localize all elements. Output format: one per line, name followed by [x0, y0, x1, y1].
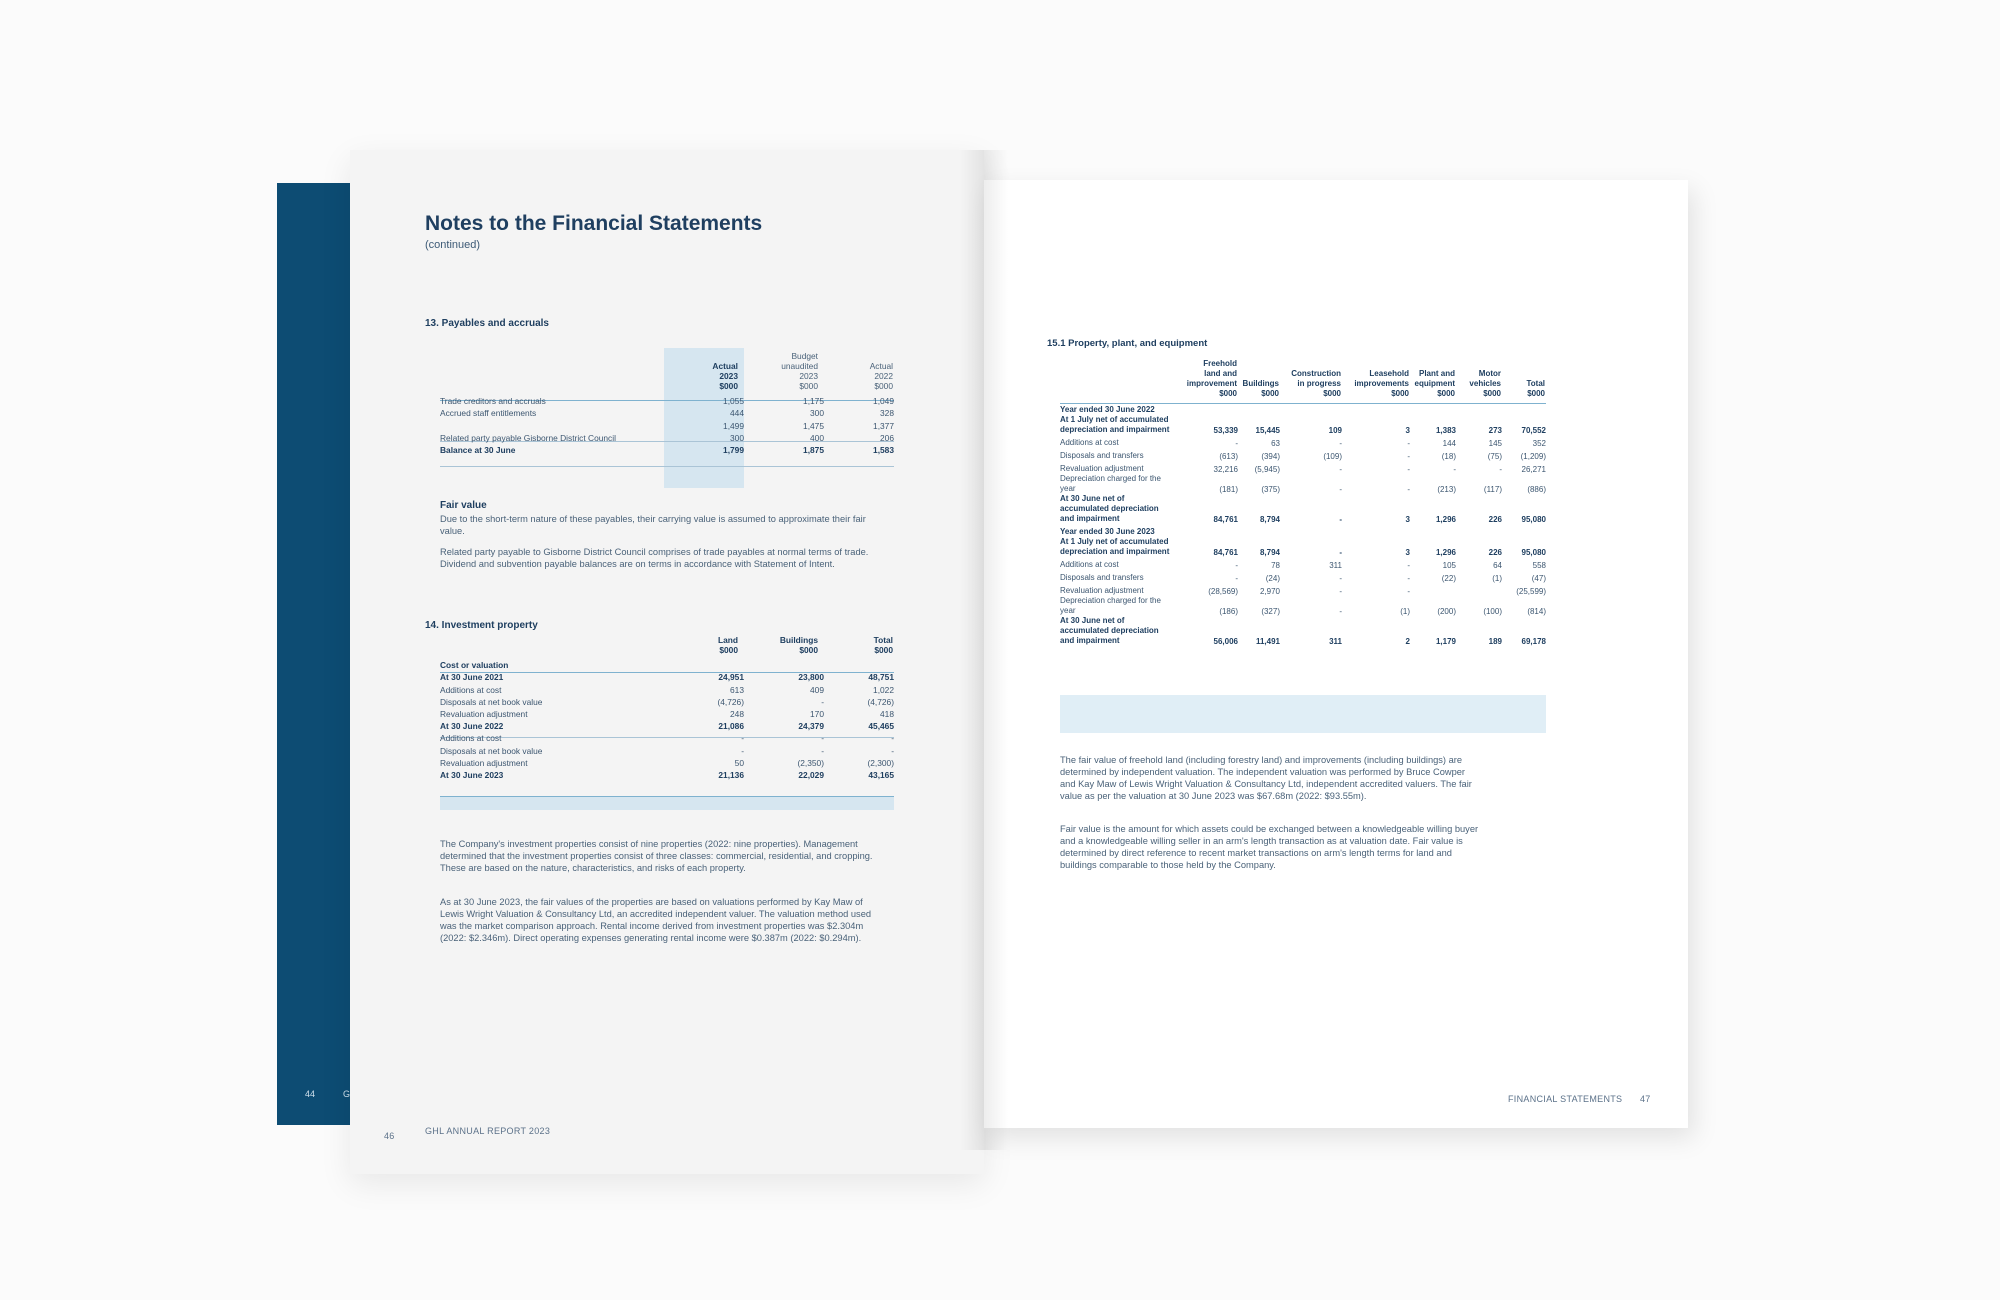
ppe-row-value: - — [1235, 561, 1238, 570]
ppe-row-value — [1410, 524, 1456, 537]
ppe-row-value: 69,178 — [1521, 637, 1546, 646]
payables-row-label — [440, 418, 664, 430]
ppe-row-value: - — [1235, 439, 1238, 448]
ppe-row-value — [1410, 583, 1456, 596]
ppe-row-value: (1) — [1492, 574, 1502, 583]
investment-row-label: Disposals at net book value — [440, 696, 543, 707]
payables-col-header: Actual 2023 $000 — [712, 361, 738, 391]
ppe-row-value: 109 — [1328, 426, 1342, 435]
investment-row-value: 24,951 — [718, 672, 744, 683]
investment-row-label: Disposals at net book value — [440, 745, 543, 756]
payables-heading: 13. Payables and accruals — [425, 318, 549, 329]
investment-row-value: 43,165 — [868, 769, 894, 780]
ppe-row — [1060, 461, 1546, 474]
investment-row-value: - — [821, 733, 824, 744]
investment-row-value: 170 — [810, 708, 824, 719]
payables-row-value: 1,799 — [723, 444, 744, 455]
payables-row — [440, 406, 894, 418]
ppe-row-value: (200) — [1437, 607, 1456, 616]
ppe-row-value: 70,552 — [1521, 426, 1546, 435]
ppe-row-value — [1502, 524, 1546, 537]
investment-row-label: At 30 June 2021 — [440, 672, 504, 683]
ppe-row — [1060, 402, 1546, 415]
ppe-row-value: 2 — [1405, 637, 1410, 646]
ppe-row — [1060, 557, 1546, 570]
ppe-row-value: - — [1339, 574, 1342, 583]
ppe-col-header: Freehold land and improvement $000 — [1186, 359, 1237, 398]
ppe-row-value: 1,383 — [1435, 426, 1456, 435]
ppe-row-value: 352 — [1532, 439, 1546, 448]
ppe-row-value: - — [1407, 465, 1410, 474]
ppe-row-value: 95,080 — [1521, 548, 1546, 557]
ppe-row-label: Revaluation adjustment — [1060, 464, 1144, 473]
page-title: Notes to the Financial Statements — [425, 212, 763, 235]
ppe-row-label: Additions at cost — [1060, 438, 1119, 447]
ppe-row-value: 64 — [1493, 561, 1502, 570]
investment-row-value: 21,086 — [718, 721, 744, 732]
investment-row-label: Revaluation adjustment — [440, 757, 528, 768]
ppe-row-value: (5,945) — [1254, 465, 1280, 474]
ppe-row-value: (394) — [1261, 452, 1280, 461]
right-page — [984, 180, 1688, 1128]
ppe-row-value: (47) — [1531, 574, 1546, 583]
investment-row-value: - — [891, 745, 894, 756]
investment-row-value: - — [891, 733, 894, 744]
ppe-table — [1060, 358, 1546, 646]
ppe-row-value — [1280, 402, 1342, 415]
back-page-cover — [277, 183, 351, 1125]
investment-row — [440, 670, 894, 682]
investment-row-label: Revaluation adjustment — [440, 708, 528, 719]
investment-heading: 14. Investment property — [425, 620, 538, 631]
ppe-row-value: 56,006 — [1213, 637, 1238, 646]
investment-row-value: 409 — [810, 684, 824, 695]
ppe-row-value: 311 — [1329, 637, 1342, 646]
investment-row-value: 1,022 — [873, 684, 894, 695]
investment-row-value: 50 — [734, 757, 744, 768]
ppe-row — [1060, 570, 1546, 583]
ppe-row-value: (28,569) — [1208, 587, 1238, 596]
investment-row-label: Additions at cost — [440, 733, 502, 744]
ppe-row-value: - — [1407, 561, 1410, 570]
book-spine-shadow — [960, 150, 1008, 1150]
investment-row-value: - — [741, 733, 744, 744]
ppe-row-value — [1410, 402, 1456, 415]
ppe-row-value: (117) — [1483, 485, 1502, 494]
ppe-col-header: Leasehold improvements $000 — [1354, 369, 1409, 398]
investment-paragraph-1: The Company's investment properties consist of nine properties (2022: nine properties). Management determined that the investment properties consist of three classes: commercial, residential, and cropping. These are based on the nature, characteristics, and risks of each property. — [440, 839, 873, 873]
ppe-row-value: - — [1235, 574, 1238, 583]
ppe-row-value: (181) — [1219, 485, 1238, 494]
ppe-col-header: Plant and equipment $000 — [1414, 369, 1455, 398]
ppe-row-value: - — [1339, 439, 1342, 448]
payables-row-label: Balance at 30 June — [440, 444, 516, 455]
ppe-row-label: Depreciation charged for the year — [1060, 474, 1161, 493]
ppe-row-value — [1502, 402, 1546, 415]
investment-row-value: - — [821, 745, 824, 756]
payables-row-value: 300 — [810, 408, 824, 419]
ppe-row-value: - — [1499, 465, 1502, 474]
investment-row — [440, 768, 894, 780]
ppe-row-value: (1,209) — [1520, 452, 1546, 461]
back-page-header-fragment: G — [343, 1089, 351, 1099]
ppe-row-value: - — [1339, 548, 1342, 557]
investment-row — [440, 719, 894, 731]
ppe-row-label: At 30 June net of accumulated depreciation and impairment — [1060, 616, 1159, 645]
ppe-row-label: Disposals and transfers — [1060, 451, 1144, 460]
payables-total-rule — [440, 466, 894, 467]
investment-row-value: (2,350) — [797, 757, 824, 768]
ppe-row-value: (886) — [1527, 485, 1546, 494]
investment-row-label: Cost or valuation — [440, 660, 509, 671]
ppe-row-label: Year ended 30 June 2022 — [1060, 405, 1155, 414]
investment-row-value — [664, 658, 744, 670]
payables-row-value: 1,175 — [803, 396, 824, 407]
ppe-row-value: (109) — [1323, 452, 1342, 461]
ppe-row-value: 8,794 — [1259, 548, 1280, 557]
back-page-number: 44 — [305, 1089, 316, 1099]
investment-row-value: 48,751 — [868, 672, 894, 683]
investment-col-header: Total $000 — [873, 635, 893, 655]
ppe-row-label: Additions at cost — [1060, 560, 1119, 569]
ppe-row — [1060, 448, 1546, 461]
payables-row-value: 1,499 — [723, 420, 744, 431]
ppe-row-value — [1342, 524, 1410, 537]
ppe-total-highlight — [1060, 695, 1546, 733]
ppe-row-value: 145 — [1488, 439, 1502, 448]
ppe-row-value — [1280, 524, 1342, 537]
payables-row-value: 300 — [730, 432, 744, 443]
ppe-row-value — [1456, 524, 1502, 537]
payables-row — [440, 418, 894, 430]
ppe-row-value — [1342, 402, 1410, 415]
payables-row-label: Accrued staff entitlements — [440, 408, 537, 419]
ppe-row-value: 78 — [1271, 561, 1280, 570]
ppe-paragraph-1: The fair value of freehold land (including forestry land) and improvements (including buildings) are determined by independent valuation. The independent valuation was performed by Bruce Cowper and Kay Maw of Lewis Wright Valuation & Consultancy Ltd, independent accredited valuers. The fair value as per the valuation at 30 June 2023 was $67.68m (2022: $93.55m). — [1060, 755, 1472, 801]
ppe-row-value — [1456, 583, 1502, 596]
fair-value-heading: Fair value — [440, 500, 487, 511]
payables-row-value: 1,049 — [873, 396, 894, 407]
ppe-row-value: 2,970 — [1259, 587, 1280, 596]
ppe-row-value: (22) — [1441, 574, 1456, 583]
ppe-row-value: 32,216 — [1213, 465, 1238, 474]
ppe-row-value: 11,491 — [1255, 637, 1280, 646]
investment-row — [440, 756, 894, 768]
investment-col-header: Land $000 — [717, 635, 738, 655]
payables-row-value: 1,055 — [723, 396, 744, 407]
investment-row-value: 45,465 — [868, 721, 894, 732]
payables-label-header — [440, 350, 664, 394]
ppe-row-label: At 30 June net of accumulated depreciation and impairment — [1060, 494, 1159, 523]
ppe-col-header: Motor vehicles $000 — [1469, 369, 1501, 398]
investment-row — [440, 695, 894, 707]
ppe-row-value — [1456, 402, 1502, 415]
payables-row-label: Trade creditors and accruals — [440, 396, 546, 407]
investment-label-header — [440, 634, 664, 658]
investment-row-label: At 30 June 2022 — [440, 721, 504, 732]
ppe-row-value: 63 — [1271, 439, 1280, 448]
ppe-row-value: 144 — [1442, 439, 1456, 448]
ppe-paragraph-2: Fair value is the amount for which assets could be exchanged between a knowledgeable willing buyer and a knowledgeable willing seller in an arm's length transaction as at valuation date. Fair value is determined by direct reference to recent market transactions on arm's length terms for land and buildings comparable to those held by the Company. — [1060, 824, 1479, 870]
ppe-row-value — [1238, 524, 1280, 537]
ppe-row — [1060, 435, 1546, 448]
page-subtitle: (continued) — [425, 239, 481, 251]
investment-table — [440, 634, 894, 780]
payables-table — [440, 350, 894, 455]
ppe-row-value: 8,794 — [1259, 515, 1280, 524]
payables-row-value: 1,875 — [803, 444, 824, 455]
ppe-row-label: At 1 July net of accumulated depreciation and impairment — [1060, 537, 1170, 556]
ppe-row-value: 273 — [1488, 426, 1502, 435]
investment-paragraph-2: As at 30 June 2023, the fair values of the properties are based on valuations performed by Kay Maw of Lewis Wright Valuation & Consultancy Ltd, an accredited independent valuer. The valuation method used was the market comparison approach. Rental income derived from investment properties was $2.304m (2022: $2.346m). Direct operating expenses generating rental income were $0.387m (2022: $0.294m). — [440, 897, 872, 943]
ppe-row-value: 1,296 — [1435, 515, 1456, 524]
ppe-row — [1060, 537, 1546, 557]
ppe-row-value: 1,296 — [1435, 548, 1456, 557]
investment-row-value: 613 — [730, 684, 744, 695]
right-footer-page-number: 47 — [1640, 1094, 1651, 1104]
fair-value-paragraph-1: Due to the short-term nature of these payables, their carrying value is assumed to approximate their fair value. — [440, 514, 866, 536]
investment-row — [440, 658, 894, 670]
ppe-row-value: 53,339 — [1213, 426, 1238, 435]
ppe-row-label: At 1 July net of accumulated depreciation and impairment — [1060, 415, 1170, 434]
ppe-col-header: Total $000 — [1526, 379, 1545, 398]
investment-row-value: 24,379 — [798, 721, 824, 732]
ppe-heading: 15.1 Property, plant, and equipment — [1047, 338, 1208, 349]
ppe-row-value: - — [1339, 485, 1342, 494]
ppe-row-value: (613) — [1219, 452, 1238, 461]
investment-row-label: Additions at cost — [440, 684, 502, 695]
ppe-row-value: (375) — [1261, 485, 1280, 494]
ppe-row — [1060, 415, 1546, 435]
ppe-row-value: 84,761 — [1213, 548, 1238, 557]
ppe-row-value: (186) — [1219, 607, 1238, 616]
investment-row — [440, 682, 894, 694]
ppe-row-value: (213) — [1437, 485, 1456, 494]
investment-row-value: 23,800 — [798, 672, 824, 683]
investment-row-value: (2,300) — [867, 757, 894, 768]
ppe-row — [1060, 494, 1546, 524]
ppe-row-value: - — [1339, 587, 1342, 596]
investment-row-label: At 30 June 2023 — [440, 769, 504, 780]
ppe-row-value — [1172, 402, 1238, 415]
payables-row-value: 1,377 — [873, 420, 894, 431]
right-footer-title: FINANCIAL STATEMENTS — [1508, 1094, 1623, 1104]
ppe-row-value: 226 — [1488, 515, 1502, 524]
investment-total-highlight — [440, 797, 894, 810]
ppe-row-value: 311 — [1329, 561, 1342, 570]
investment-row-value: 418 — [880, 708, 894, 719]
payables-col-header: Actual 2022 $000 — [869, 361, 893, 391]
investment-row — [440, 731, 894, 743]
investment-row-value: (4,726) — [717, 696, 744, 707]
ppe-row-value: 84,761 — [1213, 515, 1238, 524]
ppe-row-value: (24) — [1265, 574, 1280, 583]
ppe-row-value: (814) — [1527, 607, 1546, 616]
ppe-row-value: (327) — [1261, 607, 1280, 616]
payables-row-value: 1,583 — [873, 444, 894, 455]
ppe-row-value: 1,179 — [1435, 637, 1456, 646]
investment-row — [440, 743, 894, 755]
ppe-row — [1060, 616, 1546, 646]
ppe-row-value: 189 — [1488, 637, 1502, 646]
investment-row-value: (4,726) — [867, 696, 894, 707]
ppe-row-value: (1) — [1400, 607, 1410, 616]
investment-row-value: - — [741, 745, 744, 756]
investment-row-value: - — [821, 696, 824, 707]
payables-row-value: 1,475 — [803, 420, 824, 431]
investment-row-value: 248 — [730, 708, 744, 719]
investment-col-header: Buildings $000 — [779, 635, 818, 655]
investment-row-value — [824, 658, 894, 670]
payables-row-value: 328 — [880, 408, 894, 419]
ppe-row-value: 3 — [1405, 515, 1410, 524]
payables-row — [440, 431, 894, 443]
ppe-col-header: Construction in progress $000 — [1291, 369, 1341, 398]
left-footer-title: GHL ANNUAL REPORT 2023 — [425, 1126, 551, 1136]
payables-row-value: 400 — [810, 432, 824, 443]
ppe-row-label: Disposals and transfers — [1060, 573, 1144, 582]
ppe-col-header: Buildings $000 — [1242, 379, 1279, 398]
ppe-row-value: - — [1407, 574, 1410, 583]
ppe-row-label: Depreciation charged for the year — [1060, 596, 1161, 615]
ppe-row-value: - — [1339, 515, 1342, 524]
ppe-row-value: - — [1407, 587, 1410, 596]
left-page — [350, 150, 984, 1174]
investment-total-rule — [440, 796, 894, 797]
ppe-row-value: - — [1407, 452, 1410, 461]
ppe-row — [1060, 474, 1546, 494]
left-footer-page-number: 46 — [384, 1131, 395, 1141]
ppe-row — [1060, 524, 1546, 537]
ppe-row-value: (18) — [1441, 452, 1456, 461]
fair-value-paragraph-2: Related party payable to Gisborne District Council comprises of trade payables at normal terms of trade. Dividend and subvention payable balances are on terms in accordance with Statement of Intent. — [440, 547, 869, 569]
ppe-row-value: (25,599) — [1516, 587, 1546, 596]
ppe-row-label: Revaluation adjustment — [1060, 586, 1144, 595]
ppe-row-value: - — [1339, 607, 1342, 616]
investment-row-value: 21,136 — [718, 769, 744, 780]
ppe-row-value: (75) — [1487, 452, 1502, 461]
payables-row-label: Related party payable Gisborne District Council — [440, 432, 616, 443]
investment-row-value — [744, 658, 824, 670]
ppe-row-value — [1238, 402, 1280, 415]
payables-row — [440, 394, 894, 406]
investment-row-value: 22,029 — [798, 769, 824, 780]
ppe-row-value: (100) — [1483, 607, 1502, 616]
payables-row-value: 444 — [730, 408, 744, 419]
payables-row-value: 206 — [880, 432, 894, 443]
ppe-row-value: 558 — [1532, 561, 1546, 570]
ppe-row-value: 3 — [1405, 426, 1410, 435]
ppe-row-value: - — [1407, 439, 1410, 448]
ppe-row — [1060, 596, 1546, 616]
ppe-row-value: - — [1407, 485, 1410, 494]
ppe-row-label: Year ended 30 June 2023 — [1060, 527, 1155, 536]
ppe-row-value: 3 — [1405, 548, 1410, 557]
ppe-row-value: - — [1339, 465, 1342, 474]
ppe-row-value: 105 — [1442, 561, 1456, 570]
ppe-row-value: - — [1453, 465, 1456, 474]
ppe-row-value: 26,271 — [1521, 465, 1546, 474]
ppe-label-header — [1060, 358, 1172, 402]
ppe-row — [1060, 583, 1546, 596]
ppe-row-value: 15,445 — [1255, 426, 1280, 435]
ppe-row-value: 226 — [1488, 548, 1502, 557]
payables-row — [440, 443, 894, 455]
payables-col-header: Budget unaudited 2023 $000 — [781, 351, 818, 391]
investment-row — [440, 707, 894, 719]
ppe-row-value — [1172, 524, 1238, 537]
ppe-row-value: 95,080 — [1521, 515, 1546, 524]
